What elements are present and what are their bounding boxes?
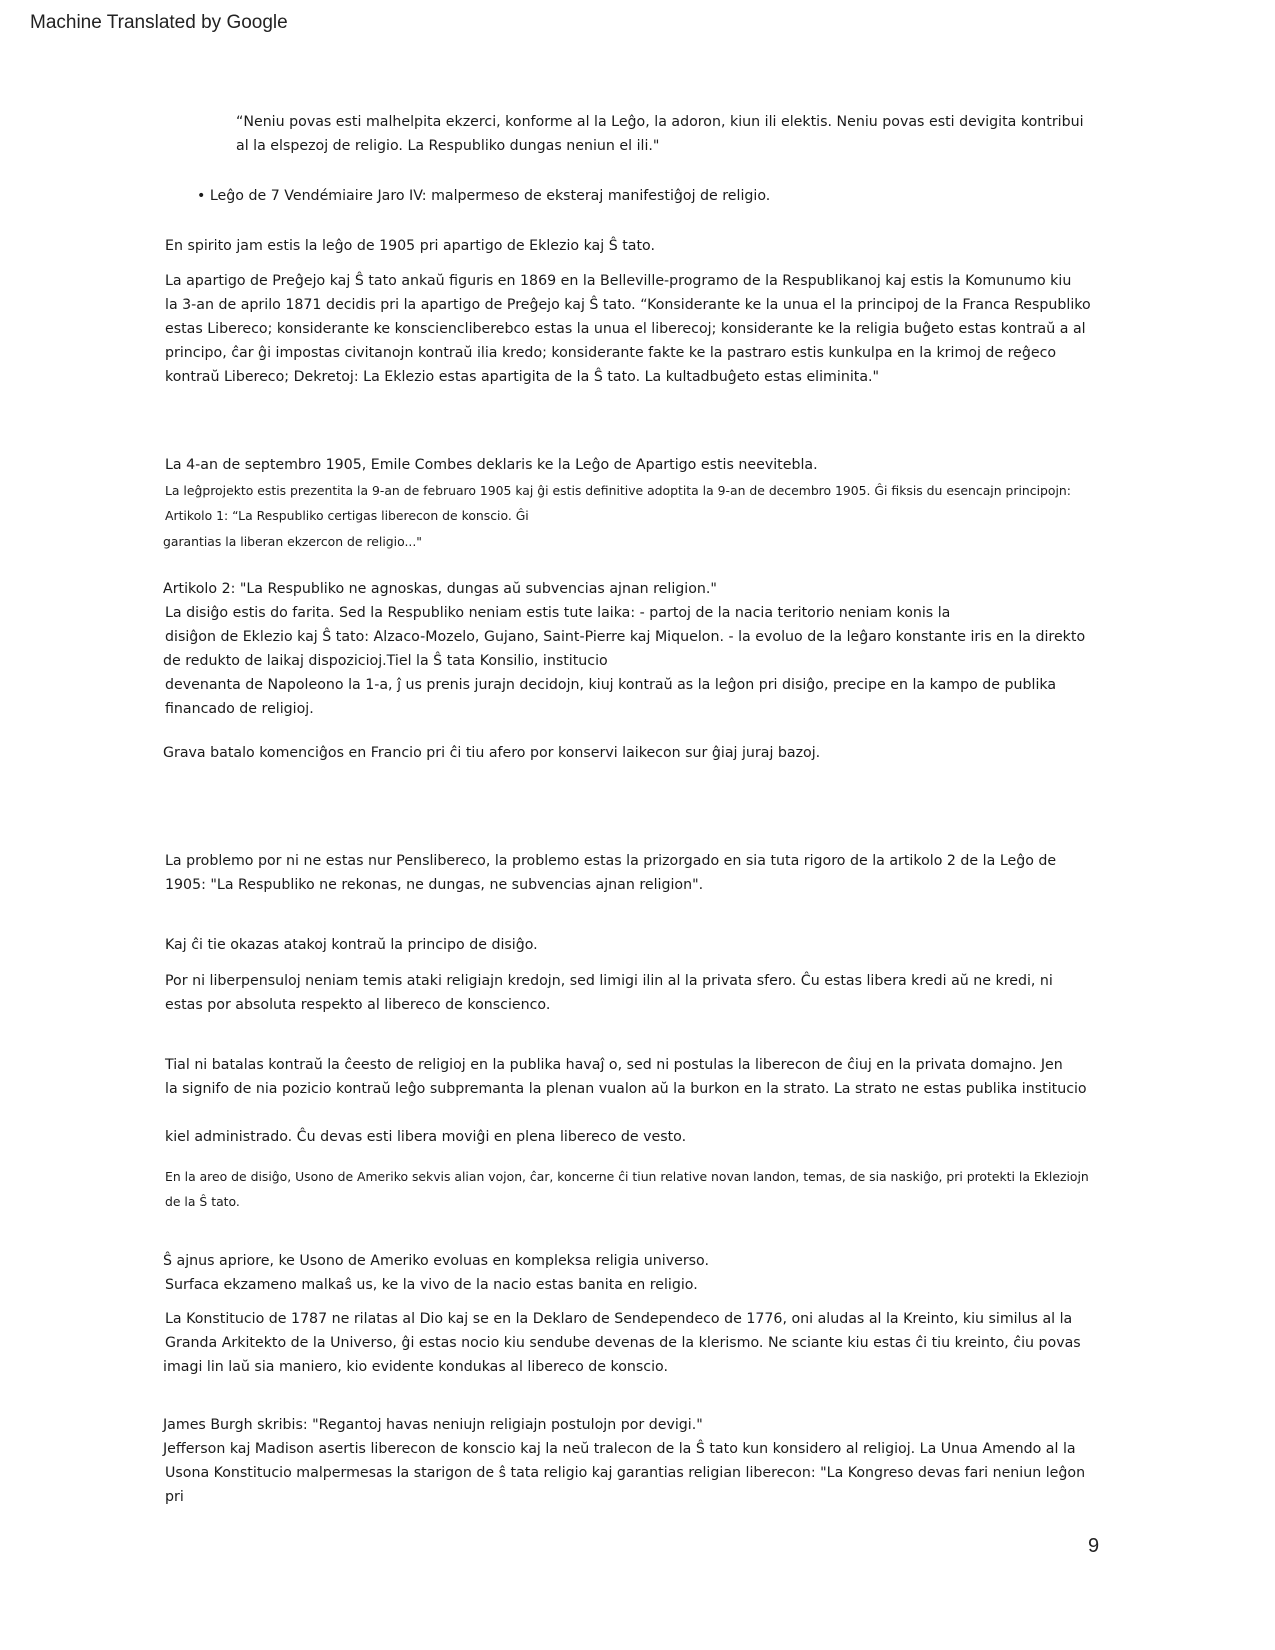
paragraph-line: estas Libereco; konsiderante ke konsciencliberebco estas la unua el liberecoj; konsiderante ke la religia buĝeto estas kontraŭ a al bbox=[165, 321, 1086, 337]
paragraph-line: Ŝ ajnus apriore, ke Usono de Ameriko evoluas en kompleksa religia universo. bbox=[163, 1253, 709, 1269]
paragraph-line: Tial ni batalas kontraŭ la ĉeesto de religioj en la publika havaĵ o, sed ni postulas la liberecon de ĉiuj en la privata domajno. Jen bbox=[165, 1057, 1063, 1073]
paragraph-line: 1905: "La Respubliko ne rekonas, ne dungas, ne subvencias ajnan religion". bbox=[165, 877, 704, 893]
paragraph-line-small: garantias la liberan ekzercon de religio..." bbox=[163, 534, 422, 549]
paragraph-line: Grava batalo komenciĝos en Francio pri ĉi tiu afero por konservi laikecon sur ĝiaj juraj bazoj. bbox=[163, 745, 821, 761]
paragraph-line: disiĝon de Eklezio kaj Ŝ tato: Alzaco-Mozelo, Gujano, Saint-Pierre kaj Miquelon. - la evoluo de la leĝaro konstante iris en la direkto bbox=[165, 629, 1086, 645]
machine-translation-notice: Machine Translated by Google bbox=[30, 12, 288, 33]
paragraph-line: Por ni liberpensuloj neniam temis ataki religiajn kredojn, sed limigi ilin al la privata sfero. Ĉu estas libera kredi aŭ ne kredi, ni bbox=[165, 973, 1053, 989]
paragraph-line: Artikolo 2: "La Respubliko ne agnoskas, dungas aŭ subvencias ajnan religion." bbox=[163, 581, 717, 597]
paragraph-line: financado de religioj. bbox=[165, 701, 314, 717]
paragraph-line: La problemo por ni ne estas nur Penslibereco, la problemo estas la prizorgado en sia tuta rigoro de la artikolo 2 de la Leĝo de bbox=[165, 853, 1057, 869]
paragraph-line: La apartigo de Preĝejo kaj Ŝ tato ankaŭ figuris en 1869 en la Belleville-programo de la Respublikanoj kaj estis la Komunumo kiu bbox=[165, 273, 1072, 289]
paragraph-line: En spirito jam estis la leĝo de 1905 pri apartigo de Eklezio kaj Ŝ tato. bbox=[165, 238, 655, 254]
paragraph-line: de redukto de laikaj dispozicioj.Tiel la Ŝ tata Konsilio, institucio bbox=[163, 653, 608, 669]
bullet-item: • Leĝo de 7 Vendémiaire Jaro IV: malpermeso de eksteraj manifestiĝoj de religio. bbox=[197, 188, 771, 204]
paragraph-line: la 3-an de aprilo 1871 decidis pri la apartigo de Preĝejo kaj Ŝ tato. “Konsiderante ke la unua el la principoj de la Franca Respubliko bbox=[165, 297, 1091, 313]
paragraph-line: Jefferson kaj Madison asertis liberecon de konscio kaj la neŭ tralecon de la Ŝ tato kun konsidero al religioj. La Unua Amendo al la bbox=[163, 1441, 1076, 1457]
paragraph-line: Kaj ĉi tie okazas atakoj kontraŭ la principo de disiĝo. bbox=[165, 937, 538, 953]
paragraph-line: principo, ĉar ĝi impostas civitanojn kontraŭ ilia kredo; konsiderante fakte ke la pastraro estis kunkulpa en la krimoj de reĝeco bbox=[165, 345, 1057, 361]
paragraph-line: la signifo de nia pozicio kontraŭ leĝo subpremanta la plenan vualon aŭ la burkon en la strato. La strato ne estas publika institucio bbox=[165, 1081, 1087, 1097]
paragraph-line-small: de la Ŝ tato. bbox=[165, 1194, 240, 1209]
paragraph-line: devenanta de Napoleono la 1-a, ĵ us prenis jurajn decidojn, kiuj kontraŭ as la leĝon pri disiĝo, precipe en la kampo de publika bbox=[165, 677, 1057, 693]
paragraph-line: La Konstitucio de 1787 ne rilatas al Dio kaj se en la Deklaro de Sendependeco de 1776, oni aludas al la Kreinto, kiu similus al la bbox=[165, 1311, 1073, 1327]
paragraph-line: kontraŭ Libereco; Dekretoj: La Eklezio estas apartigita de la Ŝ tato. La kultadbuĝeto estas eliminita." bbox=[165, 369, 880, 385]
page-number: 9 bbox=[1088, 1535, 1100, 1557]
paragraph-line: Usona Konstitucio malpermesas la starigon de ŝ tata religio kaj garantias religian liberecon: "La Kongreso devas fari neniun leĝon bbox=[165, 1465, 1086, 1481]
paragraph-line: estas por absoluta respekto al libereco de konscienco. bbox=[165, 997, 551, 1013]
quote-line: al la elspezoj de religio. La Respubliko dungas neniun el ili." bbox=[236, 138, 660, 154]
paragraph-line-small: En la areo de disiĝo, Usono de Ameriko sekvis alian vojon, ĉar, koncerne ĉi tiun relative novan landon, temas, de sia naskiĝo, pri protekti la Ekleziojn bbox=[165, 1169, 1089, 1184]
quote-line: “Neniu povas esti malhelpita ekzerci, konforme al la Leĝo, la adoron, kiun ili elektis. Neniu povas esti devigita kontribui bbox=[236, 114, 1084, 130]
paragraph-line: Surfaca ekzameno malkaŝ us, ke la vivo de la nacio estas banita en religio. bbox=[165, 1277, 698, 1293]
paragraph-line: Granda Arkitekto de la Universo, ĝi estas nocio kiu sendube devenas de la klerismo. Ne sciante kiu estas ĉi tiu kreinto, ĉiu povas bbox=[165, 1335, 1081, 1351]
paragraph-line: La 4-an de septembro 1905, Emile Combes deklaris ke la Leĝo de Apartigo estis neevitebla. bbox=[165, 457, 818, 473]
paragraph-line-small: Artikolo 1: “La Respubliko certigas liberecon de konscio. Ĝi bbox=[165, 508, 529, 523]
paragraph-line: kiel administrado. Ĉu devas esti libera moviĝi en plena libereco de vesto. bbox=[165, 1129, 687, 1145]
paragraph-line: James Burgh skribis: "Regantoj havas neniujn religiajn postulojn por devigi." bbox=[163, 1417, 703, 1433]
paragraph-line: La disiĝo estis do farita. Sed la Respubliko neniam estis tute laika: - partoj de la nacia teritorio neniam konis la bbox=[165, 605, 951, 621]
paragraph-line: imagi lin laŭ sia maniero, kio evidente kondukas al libereco de konscio. bbox=[163, 1359, 668, 1375]
paragraph-line: pri bbox=[165, 1489, 184, 1505]
paragraph-line-small: La leĝprojekto estis prezentita la 9-an de februaro 1905 kaj ĝi estis definitive adoptita la 9-an de decembro 1905. Ĝi fiksis du esencajn principojn: bbox=[165, 483, 1071, 498]
